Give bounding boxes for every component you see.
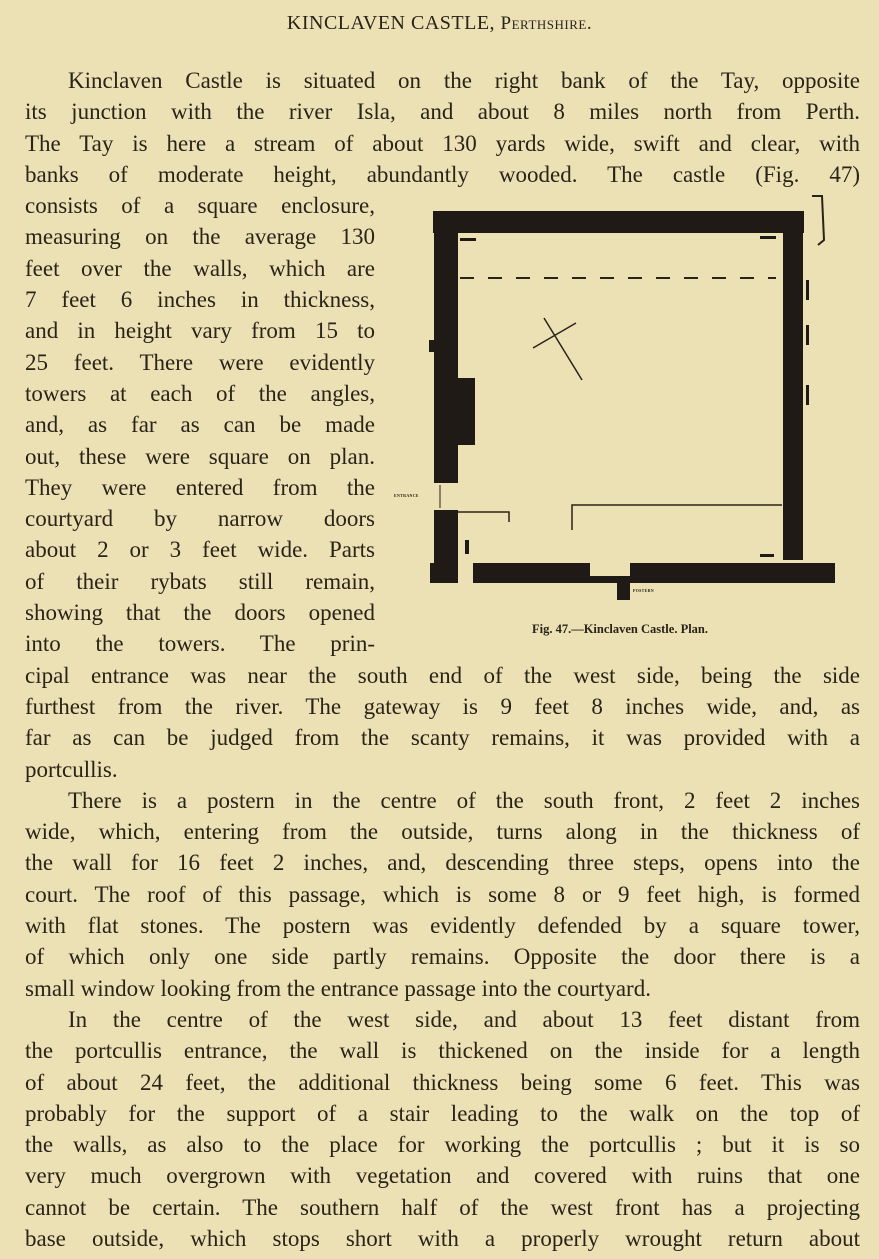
text-line: probably for the support of a stair leading to the walk on the top of xyxy=(25,1100,860,1126)
plan-lines xyxy=(440,196,824,530)
text-line: the wall for 16 feet 2 inches, and, descending three steps, opens into the xyxy=(25,850,860,876)
text-line: towers at each of the angles, xyxy=(25,380,375,406)
text-line: of about 24 feet, the additional thickness being some 6 feet. This was xyxy=(25,1069,860,1095)
text-line: the walls, as also to the place for working the portcullis ; but it is so xyxy=(25,1132,860,1158)
text-line: feet over the walls, which are xyxy=(25,255,375,281)
castle-walls xyxy=(429,211,835,600)
text-line: 25 feet. There were evidently xyxy=(25,349,375,375)
text-line: In the centre of the west side, and about 13 feet distant from xyxy=(68,1006,860,1032)
text-line: of their rybats still remain, xyxy=(25,568,375,594)
text-line: furthest from the river. The gateway is 9 feet 8 inches wide, and, as xyxy=(25,693,860,719)
text-line: banks of moderate height, abundantly wooded. The castle (Fig. 47) xyxy=(25,161,860,187)
text-line: into the towers. The prin- xyxy=(25,631,375,657)
text-line: its junction with the river Isla, and about 8 miles north from Perth. xyxy=(25,99,860,125)
text-line: with flat stones. The postern was evidently defended by a square tower, xyxy=(25,913,860,939)
title-county: Perthshire. xyxy=(500,13,593,34)
entrance-label: ENTRANCE xyxy=(394,493,419,498)
text-line: and in height vary from 15 to xyxy=(25,318,375,344)
text-line: measuring on the average 130 xyxy=(25,224,375,250)
text-line: cipal entrance was near the south end of the west side, being the side xyxy=(25,662,860,688)
figure-caption: Fig. 47.—Kinclaven Castle. Plan. xyxy=(531,622,709,636)
text-line: The Tay is here a stream of about 130 yards wide, swift and clear, with xyxy=(25,130,860,156)
text-line: court. The roof of this passage, which is some 8 or 9 feet high, is formed xyxy=(25,881,860,907)
text-line: the portcullis entrance, the wall is thickened on the inside for a length xyxy=(25,1038,860,1064)
text-line: of which only one side partly remains. Opposite the door there is a xyxy=(25,944,860,970)
text-line: about 2 or 3 feet wide. Parts xyxy=(25,537,375,563)
text-line: out, these were square on plan. xyxy=(25,443,375,469)
text-line: There is a postern in the centre of the south front, 2 feet 2 inches xyxy=(68,787,860,813)
text-line: showing that the doors opened xyxy=(25,600,375,626)
text-line: 7 feet 6 inches in thickness, xyxy=(25,287,375,313)
text-line: small window looking from the entrance passage into the courtyard. xyxy=(25,975,651,1001)
text-line: courtyard by narrow doors xyxy=(25,506,375,532)
text-line: and, as far as can be made xyxy=(25,412,375,438)
text-line: portcullis. xyxy=(25,756,118,782)
text-line: Kinclaven Castle is situated on the right bank of the Tay, opposite xyxy=(68,68,860,93)
text-line: consists of a square enclosure, xyxy=(25,193,375,219)
text-line: very much overgrown with vegetation and covered with ruins that one xyxy=(25,1163,860,1189)
text-line: cannot be certain. The southern half of the west front has a projecting xyxy=(25,1194,860,1220)
text-line: They were entered from the xyxy=(25,474,375,500)
title-main: KINCLAVEN CASTLE, xyxy=(286,12,501,34)
text-line: wide, which, entering from the outside, turns along in the thickness of xyxy=(25,819,860,845)
postern-label: POSTERN xyxy=(633,588,654,593)
text-line: base outside, which stops short with a properly wrought return about xyxy=(25,1225,860,1251)
text-line: far as can be judged from the scanty remains, it was provided with a xyxy=(25,725,860,751)
